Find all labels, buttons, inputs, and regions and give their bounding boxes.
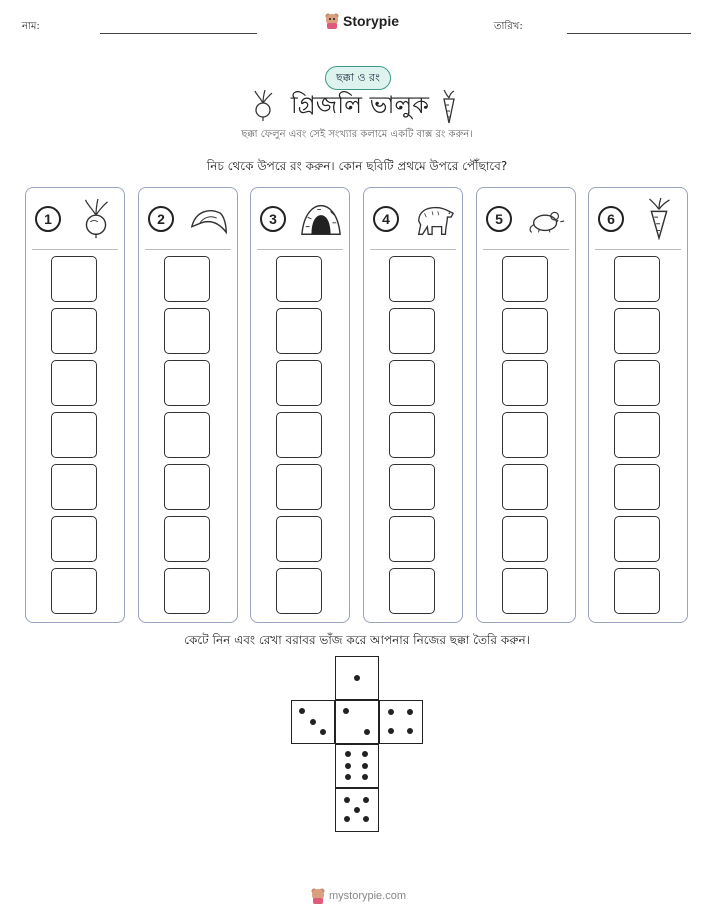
color-box[interactable] bbox=[276, 568, 322, 614]
column-number: 3 bbox=[260, 206, 286, 232]
color-box[interactable] bbox=[614, 308, 660, 354]
bear-footer-icon bbox=[311, 888, 325, 904]
color-box[interactable] bbox=[614, 412, 660, 458]
color-box[interactable] bbox=[389, 568, 435, 614]
dice-face-5 bbox=[335, 788, 379, 832]
color-box[interactable] bbox=[502, 308, 548, 354]
date-line[interactable] bbox=[567, 33, 691, 34]
color-box[interactable] bbox=[164, 360, 210, 406]
brand-name: Storypie bbox=[343, 13, 400, 29]
dice-pip bbox=[345, 763, 351, 769]
color-box[interactable] bbox=[164, 308, 210, 354]
color-box[interactable] bbox=[276, 516, 322, 562]
column-6 bbox=[588, 187, 688, 623]
dice-pip bbox=[362, 763, 368, 769]
dice-face-4 bbox=[379, 700, 423, 744]
cave-icon bbox=[299, 198, 343, 240]
activity-badge: ছক্কা ও রং bbox=[325, 66, 391, 90]
dice-pip bbox=[388, 709, 394, 715]
brand-logo bbox=[325, 13, 399, 29]
column-number: 6 bbox=[598, 206, 624, 232]
color-box[interactable] bbox=[276, 308, 322, 354]
column-divider bbox=[257, 249, 343, 250]
column-number: 1 bbox=[35, 206, 61, 232]
name-line[interactable] bbox=[100, 33, 257, 34]
color-box[interactable] bbox=[164, 256, 210, 302]
column-divider bbox=[483, 249, 569, 250]
dice-face-1 bbox=[335, 656, 379, 700]
color-box[interactable] bbox=[502, 412, 548, 458]
color-box[interactable] bbox=[276, 464, 322, 510]
dice-pip bbox=[363, 816, 369, 822]
dice-pip bbox=[407, 709, 413, 715]
dice-pip bbox=[363, 797, 369, 803]
column-4 bbox=[363, 187, 463, 623]
color-box[interactable] bbox=[502, 516, 548, 562]
color-box[interactable] bbox=[276, 412, 322, 458]
color-box[interactable] bbox=[164, 568, 210, 614]
date-label: তারিখ: bbox=[494, 21, 523, 32]
bear-logo-icon bbox=[325, 13, 339, 29]
dice-pip bbox=[320, 729, 326, 735]
color-box[interactable] bbox=[502, 256, 548, 302]
dice-pip bbox=[344, 797, 350, 803]
claw-icon bbox=[187, 198, 231, 240]
carrot-title-icon bbox=[440, 90, 458, 124]
mouse-icon bbox=[525, 198, 569, 240]
color-box[interactable] bbox=[51, 308, 97, 354]
color-box[interactable] bbox=[51, 464, 97, 510]
bear-icon bbox=[412, 198, 456, 240]
footer-url[interactable]: mystorypie.com bbox=[329, 890, 407, 902]
column-number: 5 bbox=[486, 206, 512, 232]
color-box[interactable] bbox=[51, 360, 97, 406]
dice-pip bbox=[310, 719, 316, 725]
color-box[interactable] bbox=[276, 360, 322, 406]
color-box[interactable] bbox=[389, 412, 435, 458]
column-2 bbox=[138, 187, 238, 623]
dice-pip bbox=[364, 729, 370, 735]
column-divider bbox=[32, 249, 118, 250]
color-box[interactable] bbox=[389, 464, 435, 510]
color-box[interactable] bbox=[502, 464, 548, 510]
page-title: গ্রিজলি ভালুক bbox=[290, 91, 430, 119]
column-divider bbox=[370, 249, 456, 250]
instruction-text: নিচ থেকে উপরে রং করুন। কোন ছবিটি প্রথমে উপরে পৌঁছাবে? bbox=[206, 159, 508, 173]
dice-pip bbox=[345, 751, 351, 757]
name-label: নাম: bbox=[22, 21, 40, 32]
color-box[interactable] bbox=[51, 568, 97, 614]
column-divider bbox=[145, 249, 231, 250]
color-box[interactable] bbox=[614, 360, 660, 406]
color-box[interactable] bbox=[51, 516, 97, 562]
carrot-icon bbox=[637, 198, 681, 240]
color-box[interactable] bbox=[164, 464, 210, 510]
dice-face-2 bbox=[335, 700, 379, 744]
column-1 bbox=[25, 187, 125, 623]
dice-pip bbox=[344, 816, 350, 822]
color-box[interactable] bbox=[614, 568, 660, 614]
dice-face-3 bbox=[291, 700, 335, 744]
column-3 bbox=[250, 187, 350, 623]
dice-pip bbox=[362, 751, 368, 757]
column-number: 2 bbox=[148, 206, 174, 232]
dice-pip bbox=[354, 807, 360, 813]
dice-pip bbox=[407, 728, 413, 734]
dice-pip bbox=[362, 774, 368, 780]
color-box[interactable] bbox=[51, 256, 97, 302]
color-box[interactable] bbox=[389, 256, 435, 302]
page-subtitle: ছক্কা ফেলুন এবং সেই সংখ্যার কলামে একটি বাক্স রং করুন। bbox=[241, 129, 473, 140]
color-box[interactable] bbox=[614, 464, 660, 510]
color-box[interactable] bbox=[164, 516, 210, 562]
color-box[interactable] bbox=[502, 360, 548, 406]
color-box[interactable] bbox=[276, 256, 322, 302]
color-box[interactable] bbox=[614, 256, 660, 302]
column-number: 4 bbox=[373, 206, 399, 232]
dice-pip bbox=[343, 708, 349, 714]
dice-pip bbox=[345, 774, 351, 780]
dice-pip bbox=[354, 675, 360, 681]
color-box[interactable] bbox=[51, 412, 97, 458]
color-box[interactable] bbox=[164, 412, 210, 458]
dice-pip bbox=[299, 708, 305, 714]
color-box[interactable] bbox=[389, 360, 435, 406]
color-box[interactable] bbox=[502, 568, 548, 614]
column-5 bbox=[476, 187, 576, 623]
footer bbox=[311, 888, 406, 904]
color-box[interactable] bbox=[389, 516, 435, 562]
beetroot-icon bbox=[74, 198, 118, 240]
cut-instruction: কেটে নিন এবং রেখা বরাবর ভাঁজ করে আপনার নিজের ছক্কা তৈরি করুন। bbox=[184, 633, 530, 647]
color-box[interactable] bbox=[389, 308, 435, 354]
column-divider bbox=[595, 249, 681, 250]
color-box[interactable] bbox=[614, 516, 660, 562]
dice-face-6 bbox=[335, 744, 379, 788]
dice-pip bbox=[388, 728, 394, 734]
